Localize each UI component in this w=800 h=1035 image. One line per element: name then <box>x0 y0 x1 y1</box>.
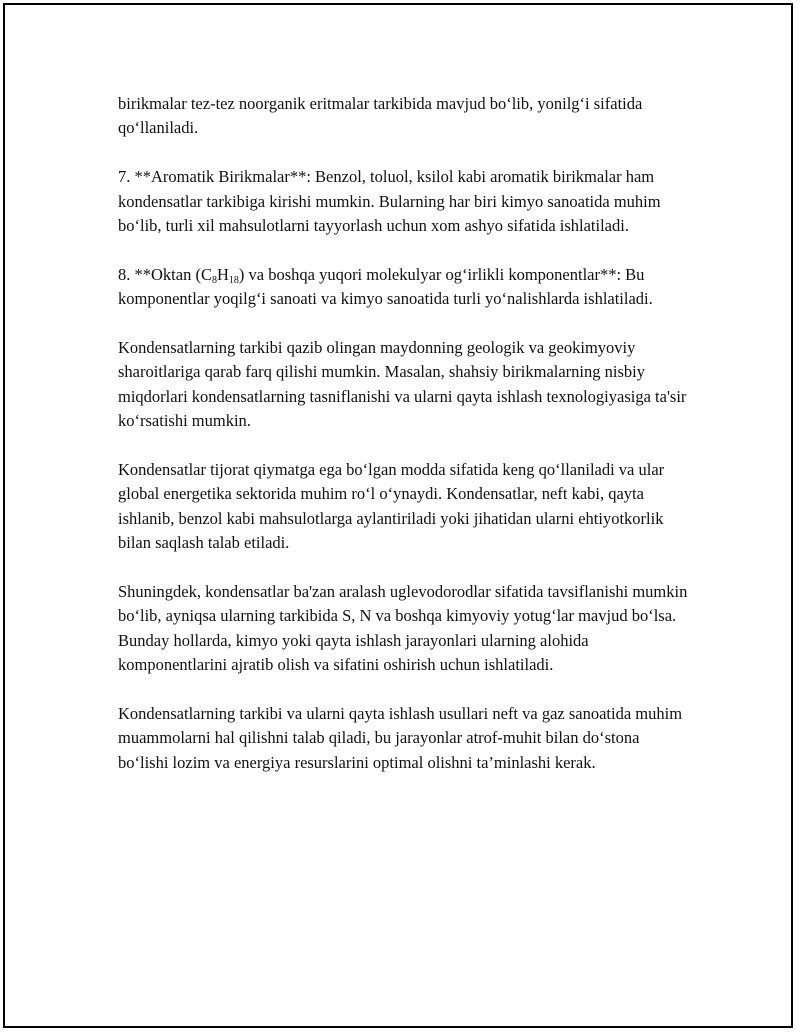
document-body <box>118 92 693 800</box>
paragraph-conclusion: Kondensatlarning tarkibi va ularni qayta ishlash usullari neft va gaz sanoatida muhim muammolarni hal qilishni talab qiladi, bu jarayonlar atrof-muhit bilan do‘stona bo‘lishi lozim va energiya resurslarini optimal olishni ta’minlashi kerak. <box>118 704 683 772</box>
paragraph-aromatic-compounds: 7. **Aromatik Birikmalar**: Benzol, toluol, ksilol kabi aromatik birikmalar ham kondensatlar tarkibiga kirishi mumkin. Bularning har biri kimyo sanoatida muhim bo‘lib, turli xil mahsulotlarni tayyorlash uchun xom ashyo sifatida ishlatiladi. <box>118 167 661 236</box>
paragraph-octane <box>118 263 693 312</box>
paragraph-mixed-hydrocarbons: Shuningdek, kondensatlar ba'zan aralash uglevodorodlar sifatida tavsiflanishi mumkin bo‘lib, ayniqsa ularning tarkibida S, N va boshqa kimyoviy yotug‘lar mavjud bo‘lsa. Bunday hollarda, kimyo yoki qayta ishlash jarayonlari ularning alohida komponentlarini ajratib olish va sifatini oshirish uchun ishlatiladi. <box>118 582 688 675</box>
octane-subscript-carbon: 8 <box>211 274 217 286</box>
octane-subscript-hydrogen: 18 <box>228 274 239 286</box>
paragraph-compound-use: birikmalar tez-tez noorganik eritmalar tarkibida mavjud bo‘lib, yonilg‘i sifatida qo‘llaniladi. <box>118 94 643 138</box>
octane-text-after: ) va boshqa yuqori molekulyar og‘irlikli komponentlar**: Bu komponentlar yoqilg‘i sanoati va kimyo sanoatida turli yo‘nalishlarda ishlatiladi. <box>118 264 653 309</box>
paragraph-commercial-value: Kondensatlar tijorat qiymatga ega bo‘lgan modda sifatida keng qo‘llaniladi va ular global energetika sektorida muhim ro‘l o‘ynaydi. Kondensatlar, neft kabi, qayta ishlanib, benzol kabi mahsulotlarga aylantiriladi yoki jihatidan ularni ehtiyotkorlik bilan saqlash talab etiladi. <box>118 460 665 553</box>
paragraph-composition-variation: Kondensatlarning tarkibi qazib olingan maydonning geologik va geokimyoviy sharoitlariga qarab farq qilishi mumkin. Masalan, shahsiy birikmalarning nisbiy miqdorlari kondensatlarning tasniflanishi va ularni qayta ishlash texnologiyasiga ta'sir ko‘rsatishi mumkin. <box>118 338 687 431</box>
octane-text-h: H <box>216 264 229 284</box>
octane-text-before: 8. **Oktan (C <box>118 264 212 284</box>
